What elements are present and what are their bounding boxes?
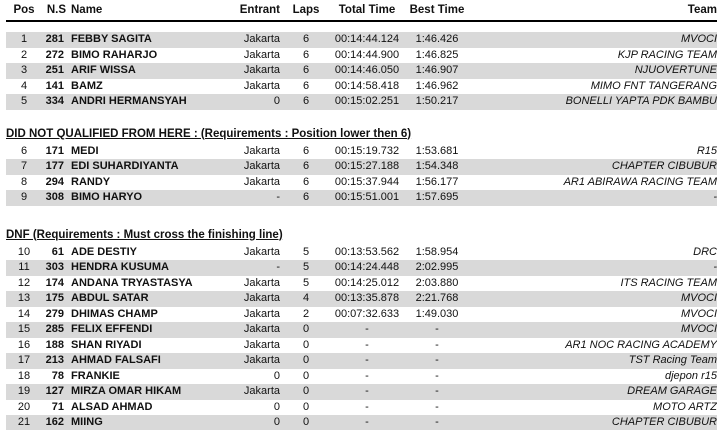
cell-best_time: 1:53.681 [415, 144, 459, 157]
cell-laps: 6 [302, 160, 310, 172]
cell-name: BIMO HARYO [71, 191, 143, 203]
cell-pos: 13 [17, 292, 31, 304]
cell-name: FELIX EFFENDI [71, 323, 153, 335]
cell-pos: 16 [17, 338, 31, 351]
cell-laps: 2 [302, 307, 310, 320]
table-row [6, 322, 717, 338]
cell-num: 279 [45, 307, 64, 320]
cell-pos: 21 [17, 416, 31, 428]
cell-num: 334 [45, 95, 64, 107]
cell-pos: 10 [17, 245, 31, 258]
cell-total_time: - [365, 400, 369, 413]
table-row [6, 353, 717, 369]
cell-team: djepon r15 [665, 369, 717, 382]
cell-name: FRANKIE [71, 369, 120, 382]
cell-entrant: Jakarta [243, 175, 280, 188]
cell-best_time: - [435, 385, 439, 397]
cell-pos: 19 [17, 385, 31, 397]
cell-best_time: - [435, 369, 439, 382]
table-row [6, 338, 717, 354]
cell-total_time: 00:14:25.012 [334, 276, 400, 289]
cell-team: ITS RACING TEAM [620, 276, 717, 289]
cell-total_time: 00:15:27.188 [334, 160, 400, 172]
cell-total_time: 00:15:19.732 [334, 144, 400, 157]
cell-total_time: - [365, 354, 369, 366]
cell-laps: 0 [302, 416, 310, 428]
cell-pos: 15 [17, 323, 31, 335]
cell-total_time: 00:07:32.633 [334, 307, 400, 320]
cell-entrant: Jakarta [243, 338, 280, 351]
cell-laps: 4 [302, 292, 310, 304]
cell-name: MIRZA OMAR HIKAM [71, 385, 182, 397]
cell-best_time: - [435, 323, 439, 335]
table-row [6, 159, 717, 175]
cell-team: DREAM GARAGE [627, 385, 717, 397]
cell-total_time: - [365, 385, 369, 397]
cell-pos: 20 [17, 400, 31, 413]
cell-pos: 4 [20, 79, 28, 92]
cell-laps: 6 [302, 95, 310, 107]
cell-team: MVOCI [680, 307, 717, 320]
cell-entrant: Jakarta [243, 48, 280, 61]
cell-team: CHAPTER CIBUBUR [611, 160, 717, 172]
cell-name: FEBBY SAGITA [71, 33, 152, 45]
cell-total_time: 00:15:37.944 [334, 175, 400, 188]
cell-entrant: Jakarta [243, 245, 280, 258]
table-row [6, 291, 717, 307]
table-row [6, 79, 717, 95]
cell-name: BAMZ [71, 79, 103, 92]
cell-best_time: - [435, 400, 439, 413]
table-row [6, 94, 717, 110]
cell-laps: 0 [302, 369, 310, 382]
cell-entrant: 0 [273, 400, 280, 413]
cell-best_time: 1:57.695 [415, 191, 459, 203]
cell-laps: 5 [302, 245, 310, 258]
cell-entrant: Jakarta [243, 33, 280, 45]
cell-entrant: Jakarta [243, 292, 280, 304]
cell-laps: 0 [302, 338, 310, 351]
cell-num: 281 [45, 33, 64, 45]
cell-laps: 0 [302, 354, 310, 366]
cell-team: BONELLI YAPTA PDK BAMBU [565, 95, 717, 107]
cell-entrant: 0 [273, 369, 280, 382]
cell-name: ADE DESTIY [71, 245, 138, 258]
cell-entrant: Jakarta [243, 323, 280, 335]
column-header-team: Team [687, 4, 717, 16]
cell-best_time: 1:58.954 [415, 245, 459, 258]
cell-laps: 0 [302, 400, 310, 413]
table-row [6, 245, 717, 261]
cell-entrant: - [276, 261, 280, 273]
cell-best_time: 1:50.217 [415, 95, 459, 107]
cell-name: HENDRA KUSUMA [71, 261, 169, 273]
cell-team: DRC [693, 245, 717, 258]
cell-name: SHAN RIYADI [71, 338, 142, 351]
cell-entrant: Jakarta [243, 385, 280, 397]
cell-num: 177 [45, 160, 64, 172]
cell-pos: 11 [18, 261, 30, 273]
cell-team: MIMO FNT TANGERANG [590, 79, 717, 92]
cell-pos: 17 [17, 354, 31, 366]
cell-team: KJP RACING TEAM [617, 48, 717, 61]
cell-num: 171 [45, 144, 64, 157]
cell-name: ANDRI HERMANSYAH [71, 95, 187, 107]
cell-laps: 6 [302, 175, 310, 188]
result-section [6, 127, 717, 206]
cell-num: 175 [45, 292, 64, 304]
column-header-name: Name [71, 4, 103, 16]
cell-laps: 6 [302, 64, 310, 76]
cell-name: ARIF WISSA [71, 64, 136, 76]
cell-entrant: Jakarta [243, 307, 280, 320]
cell-num: 174 [45, 276, 64, 289]
cell-laps: 6 [302, 33, 310, 45]
cell-laps: 6 [302, 144, 310, 157]
cell-entrant: - [276, 191, 280, 203]
cell-total_time: 00:13:35.878 [334, 292, 400, 304]
cell-best_time: 2:21.768 [415, 292, 459, 304]
cell-laps: 0 [302, 385, 310, 397]
cell-best_time: 1:46.426 [415, 33, 459, 45]
cell-num: 308 [45, 191, 64, 203]
cell-best_time: 1:46.962 [415, 79, 459, 92]
cell-entrant: Jakarta [243, 79, 280, 92]
cell-pos: 7 [20, 160, 28, 172]
cell-entrant: Jakarta [243, 160, 280, 172]
cell-pos: 14 [17, 307, 31, 320]
cell-name: EDI SUHARDIYANTA [71, 160, 179, 172]
cell-laps: 6 [302, 79, 310, 92]
cell-pos: 9 [20, 191, 28, 203]
cell-total_time: - [365, 338, 369, 351]
cell-best_time: 1:46.825 [415, 48, 459, 61]
cell-team: - [713, 261, 717, 273]
cell-num: 71 [51, 400, 64, 413]
cell-entrant: Jakarta [243, 64, 280, 76]
cell-total_time: 00:14:58.418 [334, 79, 400, 92]
cell-total_time: 00:15:02.251 [334, 95, 400, 107]
cell-name: BIMO RAHARJO [71, 48, 158, 61]
cell-team: MOTO ARTZ [653, 400, 717, 413]
table-row [6, 276, 717, 292]
section-title: DID NOT QUALIFIED FROM HERE : (Requirements : Position lower then 6) [6, 127, 412, 140]
cell-best_time: 1:46.907 [415, 64, 459, 76]
cell-best_time: - [435, 416, 439, 428]
cell-total_time: 00:14:46.050 [334, 64, 400, 76]
table-row [6, 32, 717, 48]
cell-pos: 5 [20, 95, 28, 107]
cell-entrant: Jakarta [243, 354, 280, 366]
cell-team: AR1 NOC RACING ACADEMY [565, 338, 717, 351]
cell-num: 303 [45, 261, 64, 273]
cell-name: ALSAD AHMAD [71, 400, 153, 413]
section-title: DNF (Requirements : Must cross the finishing line) [6, 228, 283, 241]
cell-team: - [713, 191, 717, 203]
cell-team: CHAPTER CIBUBUR [611, 416, 717, 428]
cell-best_time: - [435, 338, 439, 351]
cell-laps: 0 [302, 323, 310, 335]
cell-num: 141 [45, 79, 64, 92]
cell-team: MVOCI [680, 292, 717, 304]
cell-num: 61 [51, 245, 64, 258]
cell-team: TST Racing Team [628, 354, 717, 366]
table-header-row [6, 0, 717, 22]
column-header-best-time: Best Time [409, 4, 465, 16]
cell-team: AR1 ABIRAWA RACING TEAM [563, 175, 717, 188]
cell-laps: 6 [302, 191, 310, 203]
cell-laps: 6 [302, 48, 310, 61]
cell-total_time: - [365, 369, 369, 382]
cell-num: 78 [51, 369, 64, 382]
table-row [6, 48, 717, 64]
cell-num: 251 [45, 64, 64, 76]
table-row [6, 400, 717, 416]
cell-team: R15 [696, 144, 717, 157]
cell-total_time: - [365, 323, 369, 335]
column-header-total-time: Total Time [338, 4, 396, 16]
cell-best_time: 1:49.030 [415, 307, 459, 320]
cell-num: 188 [45, 338, 64, 351]
column-header-entrant: Entrant [239, 4, 280, 16]
cell-pos: 6 [20, 144, 28, 157]
result-section [6, 32, 717, 110]
cell-entrant: 0 [273, 95, 280, 107]
cell-name: RANDY [71, 175, 111, 188]
cell-best_time: 1:54.348 [415, 160, 459, 172]
table-row [6, 63, 717, 79]
sections [6, 32, 717, 430]
cell-laps: 5 [302, 276, 310, 289]
cell-num: 162 [45, 416, 64, 428]
cell-best_time: 1:56.177 [415, 175, 459, 188]
cell-name: MEDI [71, 144, 99, 157]
cell-num: 272 [45, 48, 64, 61]
cell-num: 127 [45, 385, 64, 397]
cell-best_time: 2:03.880 [415, 276, 459, 289]
cell-num: 213 [45, 354, 64, 366]
cell-pos: 12 [17, 276, 31, 289]
cell-total_time: 00:14:44.124 [334, 33, 400, 45]
cell-best_time: 2:02.995 [415, 261, 459, 273]
column-header-laps: Laps [292, 4, 320, 16]
cell-name: MIING [71, 416, 103, 428]
table-row [6, 144, 717, 160]
column-header-ns: N.S [46, 4, 66, 16]
cell-pos: 18 [17, 369, 31, 382]
cell-team: MVOCI [680, 323, 717, 335]
cell-laps: 5 [302, 261, 310, 273]
cell-num: 285 [45, 323, 64, 335]
cell-best_time: - [435, 354, 439, 366]
table-row [6, 190, 717, 206]
cell-total_time: - [365, 416, 369, 428]
cell-team: NJUOVERTUNE [634, 64, 717, 76]
cell-name: ABDUL SATAR [71, 292, 149, 304]
cell-pos: 8 [20, 175, 28, 188]
result-section [6, 228, 717, 430]
column-header-pos: Pos [13, 4, 35, 16]
table-row [6, 307, 717, 323]
cell-entrant: Jakarta [243, 276, 280, 289]
cell-total_time: 00:14:44.900 [334, 48, 400, 61]
cell-name: DHIMAS CHAMP [71, 307, 158, 320]
cell-entrant: 0 [273, 416, 280, 428]
table-row [6, 260, 717, 276]
cell-total_time: 00:14:24.448 [334, 261, 400, 273]
table-row [6, 384, 717, 400]
cell-pos: 3 [20, 64, 28, 76]
cell-pos: 1 [20, 33, 28, 45]
table-row [6, 415, 717, 430]
cell-pos: 2 [20, 48, 28, 61]
cell-num: 294 [45, 175, 64, 188]
cell-name: AHMAD FALSAFI [71, 354, 161, 366]
cell-entrant: Jakarta [243, 144, 280, 157]
cell-total_time: 00:13:53.562 [334, 245, 400, 258]
cell-name: ANDANA TRYASTASYA [71, 276, 193, 289]
table-row [6, 369, 717, 385]
cell-total_time: 00:15:51.001 [334, 191, 400, 203]
cell-team: MVOCI [680, 33, 717, 45]
table-row [6, 175, 717, 191]
